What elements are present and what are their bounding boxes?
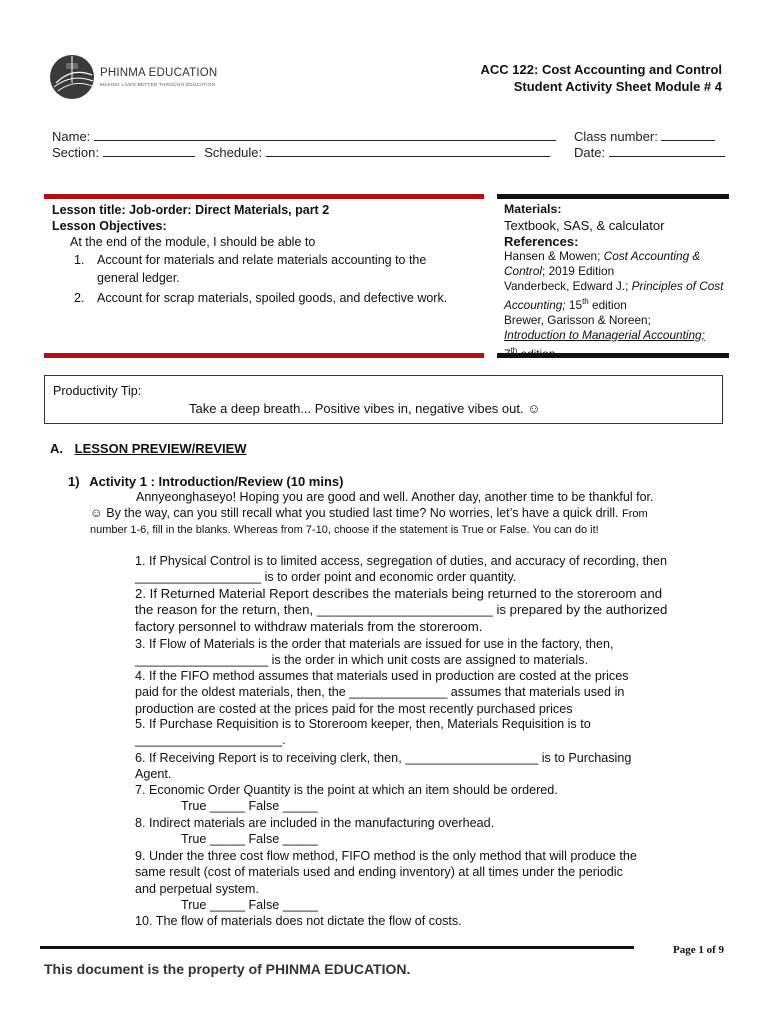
true-false-choice[interactable]: True _____ False _____ — [181, 799, 318, 814]
objectives-intro: At the end of the module, I should be able to — [70, 235, 316, 249]
question-10: 10. The flow of materials does not dictate the flow of costs. — [135, 914, 462, 928]
page-number: Page 1 of 9 — [672, 944, 724, 956]
productivity-tip-box — [44, 375, 723, 424]
question-7: 7. Economic Order Quantity is the point at which an item should be ordered. True _____ False _____ — [135, 782, 725, 815]
name-row — [52, 128, 556, 144]
section-a-heading — [50, 441, 247, 456]
property-notice: This document is the property of PHINMA EDUCATION. — [44, 961, 411, 977]
materials-text: Textbook, SAS, & calculator — [504, 218, 665, 233]
schedule-field[interactable] — [266, 144, 550, 157]
phinma-logo — [48, 55, 223, 101]
activity-num: 1) — [68, 474, 80, 489]
section-row — [52, 144, 550, 160]
materials-top-bar — [497, 194, 729, 199]
section-field[interactable] — [103, 144, 195, 157]
phinma-globe-icon — [48, 53, 96, 101]
name-field[interactable] — [94, 128, 556, 141]
date-row — [574, 144, 725, 160]
question-9: 9. Under the three cost flow method, FIFO method is the only method that will produce the same result (cost of materials used and ending inventory) at all times under the periodic and perpetual system. True _____ False _____ — [135, 848, 725, 913]
materials-label: Materials: — [504, 202, 562, 216]
section-a-title: LESSON PREVIEW/REVIEW — [74, 441, 247, 456]
logo-tagline: MAKING LIVES BETTER THROUGH EDUCATION — [100, 82, 216, 87]
true-false-choice[interactable]: True _____ False _____ — [181, 832, 318, 847]
question-8: 8. Indirect materials are included in the manufacturing overhead. True _____ False _____ — [135, 815, 725, 848]
name-label: Name: — [52, 129, 91, 144]
schedule-label: Schedule: — [204, 145, 263, 160]
question-4: 4. If the FIFO method assumes that materials used in production are costed at the prices paid for the oldest materials, then, the ______________ assumes that materials used in production are costed at the prices paid for the most recently purchased prices — [135, 669, 629, 716]
tip-label: Productivity Tip: — [53, 384, 142, 398]
question-5: 5. If Purchase Requisition is to Storeroom keeper, then, Materials Requisition is to _____________________. — [135, 717, 591, 748]
course-title: ACC 122: Cost Accounting and Control — [480, 62, 722, 77]
date-label: Date: — [574, 145, 606, 160]
question-3: 3. If Flow of Materials is the order that materials are issued for use in the factory, then, ___________________ is the order in which unit costs are assigned to materials. — [135, 637, 614, 668]
activity-intro: Annyeonghaseyo! Hoping you are good and well. Another day, another time to be thankful for. ☺ By the way, can you still recall what you studied last time? No worries, let’s have a quick drill. From number 1-6, fill in the blanks. Whereas from 7-10, choose if the statement is True or False. You can do it! — [90, 490, 654, 536]
date-field[interactable] — [609, 144, 725, 157]
logo-name: PHINMA EDUCATION — [100, 67, 218, 79]
lesson-block — [52, 202, 472, 307]
section-a-marker: A. — [50, 441, 63, 456]
lesson-bottom-bar — [44, 353, 484, 358]
references-label: References: — [504, 234, 579, 249]
class-number-label: Class number: — [574, 129, 658, 144]
module-title: Student Activity Sheet Module # 4 — [513, 79, 722, 94]
reference-3-edition: 7th edition — [504, 345, 556, 361]
lesson-title: Lesson title: Job-order: Direct Materials, part 2 — [52, 203, 330, 217]
reference-3-author: Brewer, Garisson & Noreen; — [504, 312, 651, 327]
section-label: Section: — [52, 145, 99, 160]
footer-rule — [40, 946, 634, 949]
objective-item: 2. Account for scrap materials, spoiled goods, and defective work. — [74, 291, 448, 305]
question-2: 2. If Returned Material Report describes the materials being returned to the storeroom and the reason for the return, then, ________________________ is prepared by the authorized factory personnel to withdraw materials from the storeroom. — [135, 586, 668, 634]
question-1: 1. If Physical Control is to limited access, segregation of duties, and accuracy of recording, then __________________ is to order point and economic order quantity. — [135, 554, 668, 585]
class-number-row — [574, 128, 715, 144]
activity-heading — [68, 474, 343, 489]
reference-2: Vanderbeck, Edward J.; Principles of Cost Accounting; 15th edition — [504, 279, 724, 312]
objective-item: 1. Account for materials and relate materials accounting to the general ledger. — [74, 253, 427, 285]
activity-title: Activity 1 : Introduction/Review (10 mins) — [89, 474, 344, 489]
materials-block — [504, 202, 729, 362]
true-false-choice[interactable]: True _____ False _____ — [181, 897, 318, 912]
lesson-top-bar — [44, 194, 484, 199]
reference-1: Hansen & Mowen; Cost Accounting & Control; 2019 Edition — [504, 249, 701, 278]
question-6: 6. If Receiving Report is to receiving clerk, then, ___________________ is to Purchasing Agent. — [135, 751, 632, 782]
class-number-field[interactable] — [661, 128, 715, 141]
objectives-label: Lesson Objectives: — [52, 219, 167, 233]
reference-3-title: Introduction to Managerial Accounting; — [504, 327, 705, 342]
tip-text: Take a deep breath... Positive vibes in, negative vibes out. ☺ — [189, 401, 541, 416]
